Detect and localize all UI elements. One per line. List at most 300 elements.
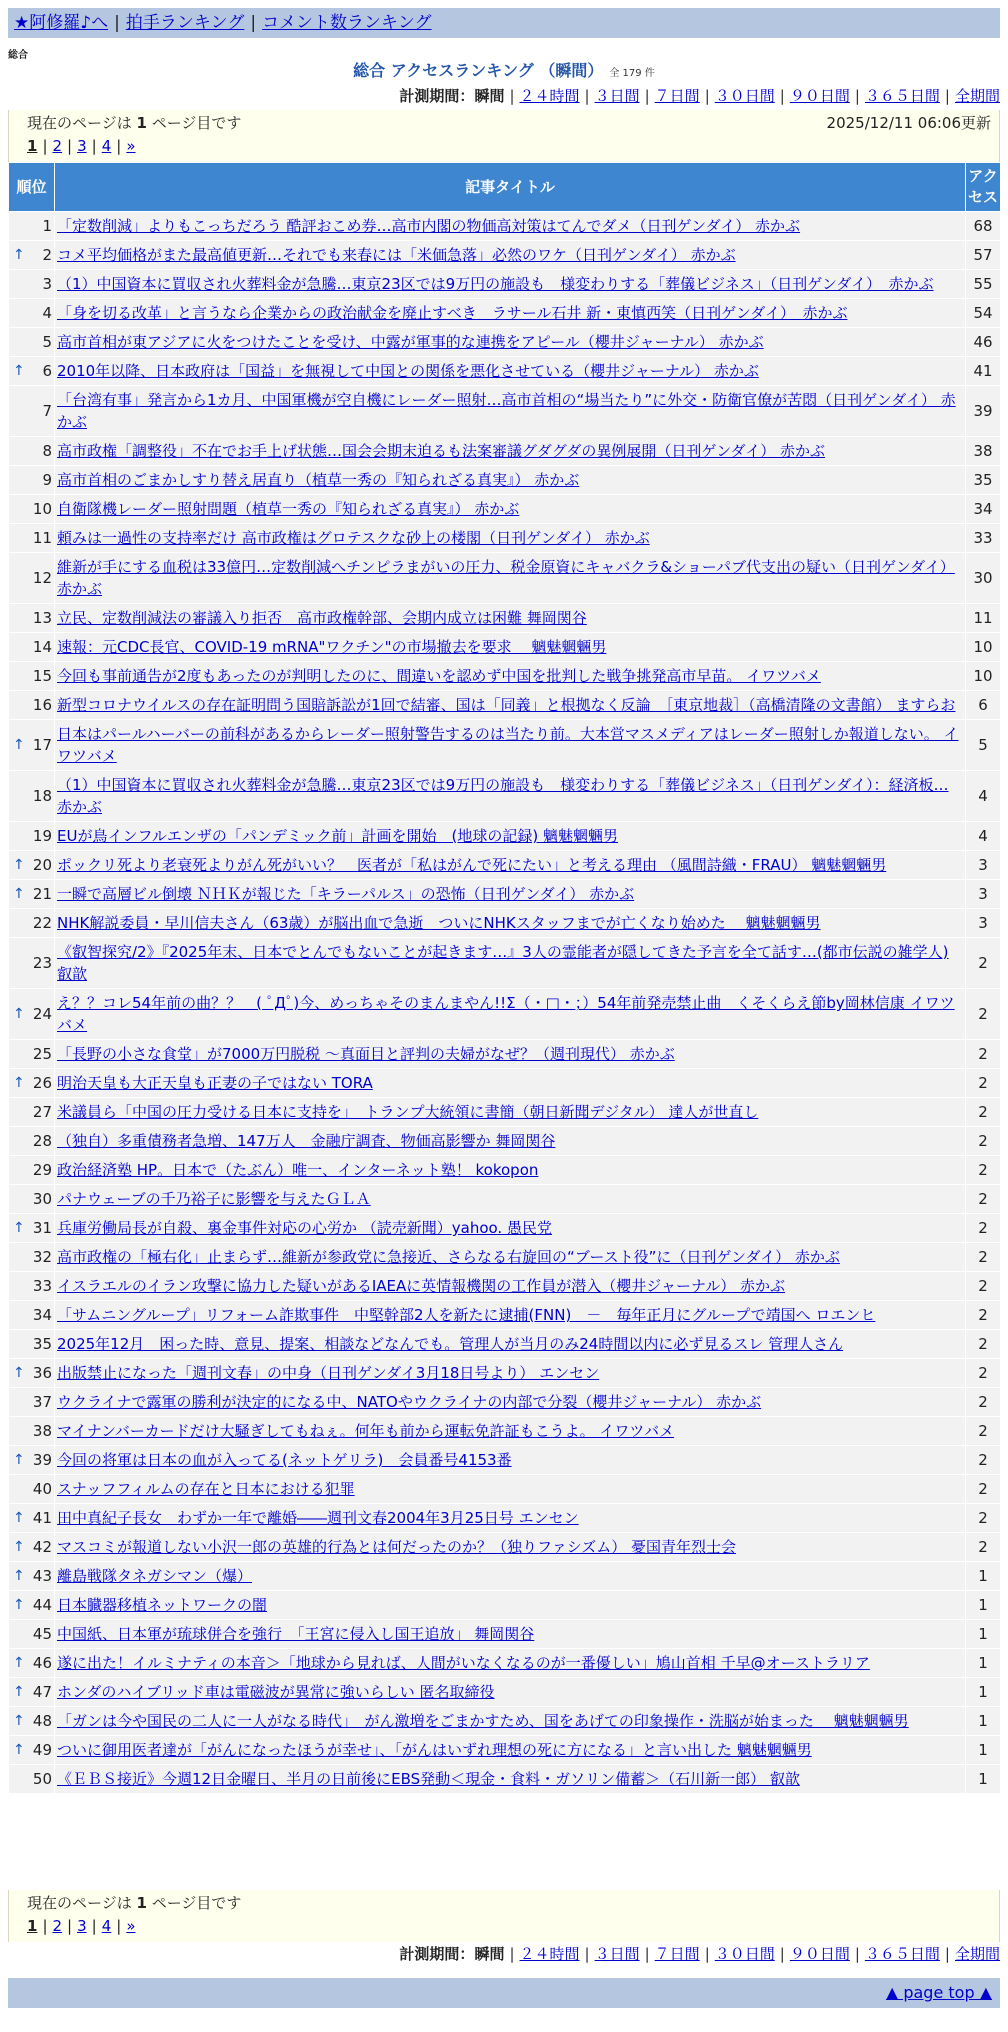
article-link[interactable]: 立民、定数削減法の審議入り拒否 高市政権幹部、会期内成立は困難 舞岡関谷 — [57, 609, 587, 627]
article-link[interactable]: 2010年以降、日本政府は「国益」を無視して中国との関係を悪化させている（櫻井ジャーナル） 赤かぶ — [57, 362, 759, 380]
rank-cell — [9, 1620, 55, 1649]
access-count: 4 — [966, 771, 1001, 822]
rank-number: 9 — [42, 471, 52, 489]
rank-number: 47 — [32, 1683, 52, 1701]
article-link[interactable]: 今回の将軍は日本の血が入ってる(ネットゲリラ) 会員番号4153番 — [57, 1451, 512, 1469]
period-selector-top — [399, 86, 1000, 106]
table-row — [9, 1156, 1001, 1185]
article-link[interactable]: マスコミが報道しない小沢一郎の英雄的行為とは何だったのか？（独りファシズム） 憂国青年烈士会 — [57, 1538, 737, 1556]
applause-ranking-link[interactable]: 拍手ランキング — [125, 13, 245, 33]
title-cell — [55, 720, 966, 771]
period-option[interactable]: ３６５日間 — [864, 87, 940, 105]
access-count: 5 — [966, 720, 1001, 771]
article-link[interactable]: 田中真紀子長女 わずか一年で離婚――週刊文春2004年3月25日号 エンセン — [57, 1509, 579, 1527]
access-count: 2 — [966, 1127, 1001, 1156]
rank-number: 34 — [32, 1306, 52, 1324]
article-link[interactable]: 「身を切る改革」と言うなら企業からの政治献金を廃止すべき ラサール石井 新・東慎西笑（日刊ゲンダイ） 赤かぶ — [57, 304, 848, 322]
title-cell — [55, 1620, 966, 1649]
rank-up-arrow-icon: ↑ — [13, 857, 25, 873]
table-row — [9, 1736, 1001, 1765]
article-link[interactable]: 日本臓器移植ネットワークの闇 — [57, 1596, 268, 1614]
rank-cell — [9, 938, 55, 989]
article-link[interactable]: 高市政権「調整役」不在でお手上げ状態…国会会期末迫るも法案審議グダグダの異例展開（日刊ゲンダイ） 赤かぶ — [57, 442, 825, 460]
access-count: 41 — [966, 357, 1001, 386]
title-cell — [55, 212, 966, 241]
rank-up-arrow-icon: ↑ — [13, 1220, 25, 1236]
article-link[interactable]: ウクライナで露軍の勝利が決定的になる中、NATOやウクライナの内部で分裂（櫻井ジャーナル） 赤かぶ — [57, 1393, 762, 1411]
title-cell — [55, 1243, 966, 1272]
rank-cell — [9, 1736, 55, 1765]
access-count: 3 — [966, 851, 1001, 880]
period-option[interactable]: ３６５日間 — [864, 1945, 940, 1963]
article-link[interactable]: 遂に出た！イルミナティの本音＞「地球から見れば、人間がいなくなるのが一番優しい」鳩山首相 千早@オーストラリア — [57, 1654, 870, 1672]
access-count: 2 — [966, 938, 1001, 989]
period-option[interactable]: ３日間 — [594, 1945, 640, 1963]
category-label: 総合 — [8, 50, 28, 61]
ranking-table-body — [9, 212, 1001, 1794]
table-row — [9, 241, 1001, 270]
rank-number: 24 — [32, 1005, 52, 1023]
article-link[interactable]: 高市首相のごまかしすり替え居直り（植草一秀の『知られざる真実』） 赤かぶ — [57, 471, 580, 489]
article-link[interactable]: （独自）多重債務者急増、147万人 金融庁調査、物価高影響か 舞岡関谷 — [57, 1132, 556, 1150]
rank-up-arrow-icon: ↑ — [13, 1365, 25, 1381]
access-count: 2 — [966, 1040, 1001, 1069]
period-separator: | — [509, 87, 515, 105]
table-row — [9, 1301, 1001, 1330]
rank-number: 48 — [32, 1712, 52, 1730]
table-row — [9, 938, 1001, 989]
title-cell — [55, 1707, 966, 1736]
article-link[interactable]: イスラエルのイラン攻撃に協力した疑いがあるIAEAに英情報機関の工作員が潜入（櫻井ジャーナル） 赤かぶ — [57, 1277, 785, 1295]
table-row — [9, 1272, 1001, 1301]
table-row — [9, 662, 1001, 691]
current-page-line — [27, 112, 991, 135]
rank-cell — [9, 328, 55, 357]
rank-number: 16 — [32, 696, 52, 714]
access-count: 2 — [966, 1156, 1001, 1185]
access-count: 10 — [966, 662, 1001, 691]
access-count: 10 — [966, 633, 1001, 662]
period-option[interactable]: 全期間 — [954, 1945, 1000, 1963]
access-count: 1 — [966, 1736, 1001, 1765]
rank-number: 22 — [32, 914, 52, 932]
rank-up-arrow-icon: ↑ — [13, 1510, 25, 1526]
rank-number: 21 — [32, 885, 52, 903]
period-option: 瞬間 — [474, 87, 505, 105]
title-cell — [55, 299, 966, 328]
title-cell — [55, 241, 966, 270]
rank-cell — [9, 1040, 55, 1069]
title-cell — [55, 1678, 966, 1707]
article-link[interactable]: コメ平均価格がまた最高値更新…それでも来春には「米価急落」必然のワケ（日刊ゲンダイ） 赤かぶ — [57, 246, 736, 264]
access-count: 2 — [966, 1417, 1001, 1446]
table-row — [9, 1417, 1001, 1446]
article-link[interactable]: 頼みは一過性の支持率だけ 高市政権はグロテスクな砂上の楼閣（日刊ゲンダイ） 赤かぶ — [57, 529, 650, 547]
period-separator: | — [704, 1945, 710, 1963]
rank-number: 14 — [32, 638, 52, 656]
table-row — [9, 1127, 1001, 1156]
rank-number: 4 — [42, 304, 52, 322]
rank-number: 45 — [32, 1625, 52, 1643]
comment-ranking-link[interactable]: コメント数ランキング — [262, 13, 432, 33]
period-separator: | — [644, 1945, 650, 1963]
access-count: 2 — [966, 1359, 1001, 1388]
access-count: 2 — [966, 1388, 1001, 1417]
table-row — [9, 1069, 1001, 1098]
period-option[interactable]: ３日間 — [594, 87, 640, 105]
home-link[interactable]: ★阿修羅♪へ — [14, 13, 109, 33]
access-count: 2 — [966, 1272, 1001, 1301]
table-row — [9, 553, 1001, 604]
page-title: 総合 アクセスランキング （瞬間） — [353, 61, 604, 80]
period-separator: | — [854, 1945, 860, 1963]
article-link[interactable]: 《ＥＢＳ接近》今週12日金曜日、半月の日前後にEBS発動＜現金・食料・ガソリン備蓄＞（石川新一郎） 叡歆 — [57, 1770, 800, 1788]
article-link[interactable]: 《叡智探究/2》『2025年末、日本でとんでもないことが起きます…』3人の霊能者が隠してきた予言を全て話す…(都市伝説の雑学人) 叡歆 — [57, 943, 949, 983]
rank-up-arrow-icon: ↑ — [13, 1742, 25, 1758]
title-cell — [55, 1765, 966, 1794]
access-count: 1 — [966, 1620, 1001, 1649]
article-link[interactable]: 米議員ら「中国の圧力受ける日本に支持を」 トランプ大統領に書簡（朝日新聞デジタル） 達人が世直し — [57, 1103, 759, 1121]
title-cell — [55, 386, 966, 437]
table-row — [9, 604, 1001, 633]
rank-number: 8 — [42, 442, 52, 460]
article-link[interactable]: 今回も事前通告が2度もあったのが判明したのに、間違いを認めず中国を批判した戦争挑発高市早苗。 イワツバメ — [57, 667, 821, 685]
article-link[interactable]: 「台湾有事」発言から1カ月、中国軍機が空自機にレーダー照射…高市首相の“場当たり”に外交・防衛官僚が苦悶（日刊ゲンダイ） 赤かぶ — [57, 391, 956, 431]
rank-number: 46 — [32, 1654, 52, 1672]
article-link[interactable]: パナウェーブの千乃裕子に影響を与えたＧＬＡ — [57, 1190, 371, 1208]
rank-cell — [9, 553, 55, 604]
article-link[interactable]: 高市首相が東アジアに火をつけたことを受け、中露が軍事的な連携をアピール（櫻井ジャーナル） 赤かぶ — [57, 333, 764, 351]
table-row — [9, 633, 1001, 662]
table-row — [9, 1040, 1001, 1069]
article-link[interactable]: 兵庫労働局長が自殺、裏金事件対応の心労か （読売新聞）yahoo. 愚民党 — [57, 1219, 552, 1237]
access-count: 55 — [966, 270, 1001, 299]
table-row — [9, 1707, 1001, 1736]
rank-cell — [9, 1475, 55, 1504]
title-cell — [55, 357, 966, 386]
period-separator: | — [584, 87, 590, 105]
rank-cell — [9, 466, 55, 495]
rank-cell — [9, 1765, 55, 1794]
article-link[interactable]: 明治天皇も大正天皇も正妻の子ではない TORA — [57, 1074, 373, 1092]
article-link[interactable]: 速報：元CDC長官、COVID-19 mRNA"ワクチン"の市場撤去を要求 魑魅魍魎男 — [57, 638, 607, 656]
access-count: 2 — [966, 1301, 1001, 1330]
rank-number: 31 — [32, 1219, 52, 1237]
period-selector-bottom — [399, 1944, 1000, 1964]
title-cell — [55, 1388, 966, 1417]
period-label: 計測期間： — [399, 87, 475, 105]
period-option[interactable]: ９０日間 — [789, 87, 850, 105]
rank-cell — [9, 1301, 55, 1330]
title-cell — [55, 1069, 966, 1098]
title-cell — [55, 1591, 966, 1620]
table-row — [9, 1185, 1001, 1214]
rank-up-arrow-icon: ↑ — [13, 1597, 25, 1613]
article-link[interactable]: （1）中国資本に買収され火葬料金が急騰…東京23区では9万円の施設も 様変わりする「葬儀ビジネス」（日刊ゲンダイ） 赤かぶ — [57, 275, 934, 293]
total-count: 全 179 件 — [609, 68, 655, 79]
table-row — [9, 1533, 1001, 1562]
period-option[interactable]: ３０日間 — [714, 87, 775, 105]
article-link[interactable]: 維新が手にする血税は33億円…定数削減へチンピラまがいの圧力、税金原資にキャバクラ&ショーパブ代支出の疑い（日刊ゲンダイ） 赤かぶ — [57, 558, 955, 598]
period-option[interactable]: ３０日間 — [714, 1945, 775, 1963]
title-cell — [55, 771, 966, 822]
page-link[interactable]: 4 — [101, 137, 112, 155]
title-cell — [55, 1330, 966, 1359]
table-row — [9, 495, 1001, 524]
rank-cell — [9, 1417, 55, 1446]
page-separator: | — [116, 137, 122, 155]
rank-cell — [9, 720, 55, 771]
rank-number: 27 — [32, 1103, 52, 1121]
rank-number: 6 — [42, 362, 52, 380]
period-separator: | — [854, 87, 860, 105]
article-link[interactable]: （1）中国資本に買収され火葬料金が急騰…東京23区では9万円の施設も 様変わりする「葬儀ビジネス」（日刊ゲンダイ）：経済板… 赤かぶ — [57, 776, 949, 816]
title-cell — [55, 1098, 966, 1127]
page-link[interactable]: 3 — [77, 1917, 87, 1935]
rank-number: 38 — [32, 1422, 52, 1440]
table-row — [9, 880, 1001, 909]
title-cell — [55, 1156, 966, 1185]
rank-cell — [9, 1562, 55, 1591]
rank-up-arrow-icon: ↑ — [13, 1006, 25, 1022]
table-row — [9, 1562, 1001, 1591]
rank-cell — [9, 1098, 55, 1127]
table-row — [9, 1591, 1001, 1620]
article-link[interactable]: ついに御用医者達が「がんになったほうが幸せ」、「がんはいずれ理想の死に方になる」と言い出した 魑魅魍魎男 — [57, 1741, 812, 1759]
table-row — [9, 1765, 1001, 1794]
rank-cell — [9, 1272, 55, 1301]
rank-number: 36 — [32, 1364, 52, 1382]
article-link[interactable]: 「サムニングループ」リフォーム詐欺事件 中堅幹部2人を新たに逮捕(FNN) － 毎年正月にグループで靖国へ ロエンヒ — [57, 1306, 876, 1324]
rank-number: 37 — [32, 1393, 52, 1411]
rank-number: 26 — [32, 1074, 52, 1092]
rank-number: 15 — [32, 667, 52, 685]
period-option[interactable]: 全期間 — [954, 87, 1000, 105]
article-link[interactable]: 2025年12月 困った時、意見、提案、相談などなんでも。管理人が当月のみ24時間以内に必ず見るスレ 管理人さん — [57, 1335, 844, 1353]
article-link[interactable]: スナッフフィルムの存在と日本における犯罪 — [57, 1480, 355, 1498]
period-option[interactable]: ２４時間 — [519, 1945, 580, 1963]
title-cell — [55, 1040, 966, 1069]
rank-cell — [9, 1359, 55, 1388]
rank-number: 35 — [32, 1335, 52, 1353]
table-row — [9, 771, 1001, 822]
title-cell — [55, 691, 966, 720]
table-row — [9, 1649, 1001, 1678]
page-link[interactable]: » — [126, 137, 136, 155]
access-count: 38 — [966, 437, 1001, 466]
table-row — [9, 691, 1001, 720]
article-link[interactable]: 自衛隊機レーダー照射問題（植草一秀の『知られざる真実』） 赤かぶ — [57, 500, 520, 518]
article-link[interactable]: 一瞬で高層ビル倒壊 ＮＨＫが報じた「キラーパルス」の恐怖（日刊ゲンダイ） 赤かぶ — [57, 885, 635, 903]
rank-number: 20 — [32, 856, 52, 874]
rank-up-arrow-icon: ↑ — [13, 886, 25, 902]
page-link[interactable]: 2 — [52, 137, 63, 155]
pager-bottom — [8, 1890, 1000, 1942]
rank-number: 5 — [42, 333, 52, 351]
page-link[interactable]: 4 — [101, 1917, 112, 1935]
article-link[interactable]: EUが鳥インフルエンザの「パンデミック前」計画を開始 (地球の記録) 魑魅魍魎男 — [57, 827, 619, 845]
title-cell — [55, 270, 966, 299]
current-page: 1 — [27, 137, 38, 155]
table-header-row — [9, 163, 1001, 212]
rank-cell — [9, 1591, 55, 1620]
article-link[interactable]: 高市政権の「極右化」止まらず…維新が参政党に急接近、さらなる右旋回の“ブースト役”に（日刊ゲンダイ） 赤かぶ — [57, 1248, 840, 1266]
rank-up-arrow-icon: ↑ — [13, 1655, 25, 1671]
rank-number: 19 — [32, 827, 52, 845]
access-column-header: アクセス — [966, 163, 1001, 212]
pager-top — [8, 110, 1000, 162]
title-cell — [55, 851, 966, 880]
article-link[interactable]: 政治経済塾 HP。日本で（たぶん）唯一、インターネット塾！ kokopon — [57, 1161, 539, 1179]
access-count: 33 — [966, 524, 1001, 553]
rank-cell — [9, 880, 55, 909]
page-separator: | — [67, 1917, 73, 1935]
rank-cell — [9, 691, 55, 720]
table-row — [9, 1388, 1001, 1417]
period-option[interactable]: ７日間 — [654, 1945, 700, 1963]
rank-cell — [9, 241, 55, 270]
rank-up-arrow-icon: ↑ — [13, 1684, 25, 1700]
access-count: 11 — [966, 604, 1001, 633]
rank-number: 11 — [32, 529, 52, 547]
access-count: 2 — [966, 1243, 1001, 1272]
period-option[interactable]: ９０日間 — [789, 1945, 850, 1963]
rank-cell — [9, 771, 55, 822]
table-row — [9, 328, 1001, 357]
rank-cell — [9, 495, 55, 524]
page-link[interactable]: 2 — [52, 1917, 63, 1935]
table-row — [9, 989, 1001, 1040]
table-row — [9, 822, 1001, 851]
rank-cell — [9, 662, 55, 691]
rank-number: 42 — [32, 1538, 52, 1556]
page-links — [27, 1915, 987, 1938]
table-row — [9, 1243, 1001, 1272]
period-option[interactable]: ７日間 — [654, 87, 700, 105]
rank-cell — [9, 1707, 55, 1736]
title-cell — [55, 1214, 966, 1243]
article-link[interactable]: 出版禁止になった「週刊文春」の中身（日刊ゲンダイ3月18日号より） エンセン — [57, 1364, 600, 1382]
table-row — [9, 1330, 1001, 1359]
article-link[interactable]: NHK解説委員・早川信夫さん（63歳）が脳出血で急逝 ついにNHKスタッフまでが亡くなり始めた 魑魅魍魎男 — [57, 914, 821, 932]
title-cell — [55, 1185, 966, 1214]
table-row — [9, 270, 1001, 299]
table-row — [9, 851, 1001, 880]
period-option[interactable]: ２４時間 — [519, 87, 580, 105]
title-cell — [55, 822, 966, 851]
rank-cell — [9, 437, 55, 466]
rank-number: 13 — [32, 609, 52, 627]
table-row — [9, 1678, 1001, 1707]
table-row — [9, 386, 1001, 437]
article-link[interactable]: え？？コレ54年前の曲？？ ( ﾟДﾟ)今、めっちゃそのまんまやん!!Σ（・□・；）54年前発売禁止曲 くそくらえ節by岡林信康 イワツバメ — [57, 994, 955, 1034]
rank-cell — [9, 1127, 55, 1156]
access-count: 1 — [966, 1678, 1001, 1707]
rank-number: 33 — [32, 1277, 52, 1295]
nav-separator: | — [250, 13, 257, 33]
table-row — [9, 437, 1001, 466]
rank-cell — [9, 1330, 55, 1359]
access-count: 2 — [966, 1098, 1001, 1127]
current-page-text-suffix: ページ目です — [146, 114, 242, 132]
title-cell — [55, 989, 966, 1040]
page-link[interactable]: » — [126, 1917, 136, 1935]
table-row — [9, 1359, 1001, 1388]
rank-cell — [9, 1446, 55, 1475]
rank-number: 50 — [32, 1770, 52, 1788]
title-cell — [55, 524, 966, 553]
rank-cell — [9, 822, 55, 851]
access-count: 54 — [966, 299, 1001, 328]
period-separator: | — [944, 87, 950, 105]
article-link[interactable]: 「ガンは今や国民の二人に一人がなる時代」 がん激増をごまかすため、国をあげての印象操作・洗脳が始まった 魑魅魍魎男 — [57, 1712, 909, 1730]
table-row — [9, 212, 1001, 241]
article-link[interactable]: 「定数削減」よりもこっちだろう 酷評おこめ券…高市内閣の物価高対策はてんでダメ（日刊ゲンダイ） 赤かぶ — [57, 217, 801, 235]
rank-up-arrow-icon: ↑ — [13, 1452, 25, 1468]
access-count: 4 — [966, 822, 1001, 851]
nav-separator: | — [114, 13, 120, 33]
rank-up-arrow-icon: ↑ — [13, 737, 25, 753]
access-count: 3 — [966, 880, 1001, 909]
access-count: 46 — [966, 328, 1001, 357]
rank-cell — [9, 851, 55, 880]
access-count: 3 — [966, 909, 1001, 938]
title-cell — [55, 604, 966, 633]
page-separator: | — [116, 1917, 122, 1935]
top-nav-bar — [8, 8, 1000, 38]
page-link[interactable]: 3 — [77, 137, 87, 155]
table-row — [9, 1446, 1001, 1475]
title-cell — [55, 466, 966, 495]
article-link[interactable]: 離島戦隊タネガシマン（爆） — [57, 1567, 253, 1585]
page-title-row — [0, 60, 1008, 85]
rank-number: 7 — [42, 402, 52, 420]
rank-number: 25 — [32, 1045, 52, 1063]
title-cell — [55, 909, 966, 938]
rank-cell — [9, 1678, 55, 1707]
article-link[interactable]: 中国紙、日本軍が琉球併合を強行 「王宮に侵入し国王追放」 舞岡関谷 — [57, 1625, 535, 1643]
rank-cell — [9, 1533, 55, 1562]
article-link[interactable]: マイナンバーカードだけ大騒ぎしてもねぇ。何年も前から運転免許証もこうよ。 イワツバメ — [57, 1422, 675, 1440]
period-option: 瞬間 — [474, 1945, 505, 1963]
table-row — [9, 720, 1001, 771]
title-cell — [55, 1301, 966, 1330]
access-count: 39 — [966, 386, 1001, 437]
access-count: 2 — [966, 1185, 1001, 1214]
page-separator: | — [91, 1917, 97, 1935]
period-separator: | — [584, 1945, 590, 1963]
access-count: 35 — [966, 466, 1001, 495]
access-count: 2 — [966, 1069, 1001, 1098]
article-link[interactable]: ポックリ死より老衰死よりがん死がいい？ 医者が「私はがんで死にたい」と考える理由 （風間詩織・FRAU） 魑魅魍魎男 — [57, 856, 887, 874]
article-link[interactable]: ホンダのハイブリッド車は電磁波が異常に強いらしい 匿名取締役 — [57, 1683, 495, 1701]
rank-number: 43 — [32, 1567, 52, 1585]
table-row — [9, 1620, 1001, 1649]
rank-up-arrow-icon: ↑ — [13, 1075, 25, 1091]
article-link[interactable]: 新型コロナウイルスの存在証明問う国賠訴訟が1回で結審、国は「同義」と根拠なく反論 ［東京地裁］（高橋清隆の文書館） ますらお — [57, 696, 956, 714]
current-page: 1 — [27, 1917, 38, 1935]
page-top-link[interactable]: ▲ page top ▲ — [885, 1983, 992, 2002]
access-count: 1 — [966, 1562, 1001, 1591]
article-link[interactable]: 日本はパールハーバーの前科があるからレーダー照射警告するのは当たり前。大本営マスメディアはレーダー照射しか報道しない。 イワツバメ — [57, 725, 959, 765]
period-separator: | — [704, 87, 710, 105]
title-cell — [55, 1272, 966, 1301]
title-cell — [55, 1562, 966, 1591]
article-link[interactable]: 「長野の小さな食堂」が7000万円脱税 ～真面目と評判の夫婦がなぜ？（週刊現代） 赤かぶ — [57, 1045, 675, 1063]
access-count: 1 — [966, 1707, 1001, 1736]
rank-up-arrow-icon: ↑ — [13, 247, 25, 263]
rank-cell — [9, 909, 55, 938]
